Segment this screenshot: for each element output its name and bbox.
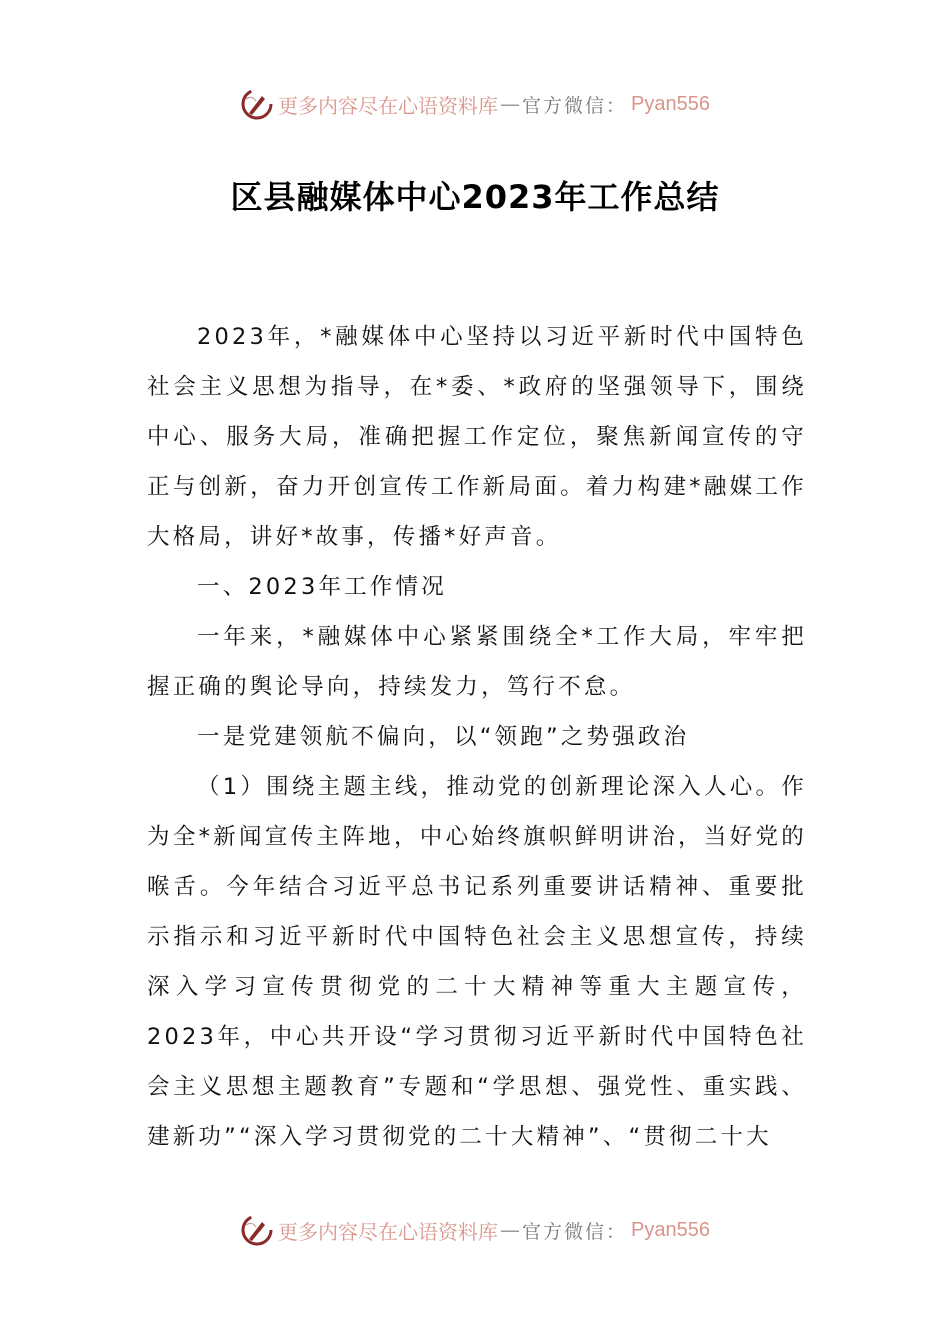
watermark-wechat-label: 官方微信：: [522, 94, 628, 117]
quill-logo-icon: [240, 87, 274, 121]
watermark-brand-text: 更多内容尽在心语资料库: [278, 93, 498, 118]
document-title: 区县融媒体中心2023年工作总结: [230, 178, 720, 216]
section-heading-1: 一、2023年工作情况: [197, 574, 447, 600]
watermark-banner-top: [0, 86, 950, 122]
subheading-party-building: 一是党建领航不偏向，以“领跑”之势强政治: [197, 724, 690, 750]
paragraph-intro: 2023年，*融媒体中心坚持以习近平新时代中国特色社会主义思想为指导，在*委、*政府的坚强领导下，围绕中心、服务大局，准确把握工作定位，聚焦新闻宣传的守正与创新，奋力开创宣传工作新局面。着力构建*融媒工作大格局，讲好*故事，传播*好声音。: [147, 324, 807, 550]
paragraph-item-1: （1）围绕主题主线，推动党的创新理论深入人心。作为全*新闻宣传主阵地，中心始终旗帜鲜明讲治，当好党的喉舌。今年结合习近平总书记系列重要讲话精神、重要批示指示和习近平新时代中国特色社会主义思想宣传，持续深入学习宣传贯彻党的二十大精神等重大主题宣传，2023年，中心共开设“学习贯彻习近平新时代中国特色社会主义思想主题教育”专题和“学思想、强党性、重实践、建新功”“深入学习贯彻党的二十大精神”、“贯彻二十大: [147, 774, 807, 1150]
paragraph-overview: 一年来，*融媒体中心紧紧围绕全*工作大局，牢牢把握正确的舆论导向，持续发力，笃行不怠。: [147, 624, 807, 700]
watermark-banner-bottom: [0, 1212, 950, 1248]
watermark-dash: —: [500, 92, 520, 116]
quill-logo-icon: [240, 1213, 274, 1247]
watermark-wechat-label: 官方微信：: [522, 1220, 628, 1243]
watermark-brand-text: 更多内容尽在心语资料库: [278, 1219, 498, 1244]
document-body: [147, 312, 807, 1162]
watermark-wechat-id: Pyan556: [631, 92, 710, 115]
watermark-dash: —: [500, 1218, 520, 1242]
watermark-wechat-id: Pyan556: [631, 1218, 710, 1241]
